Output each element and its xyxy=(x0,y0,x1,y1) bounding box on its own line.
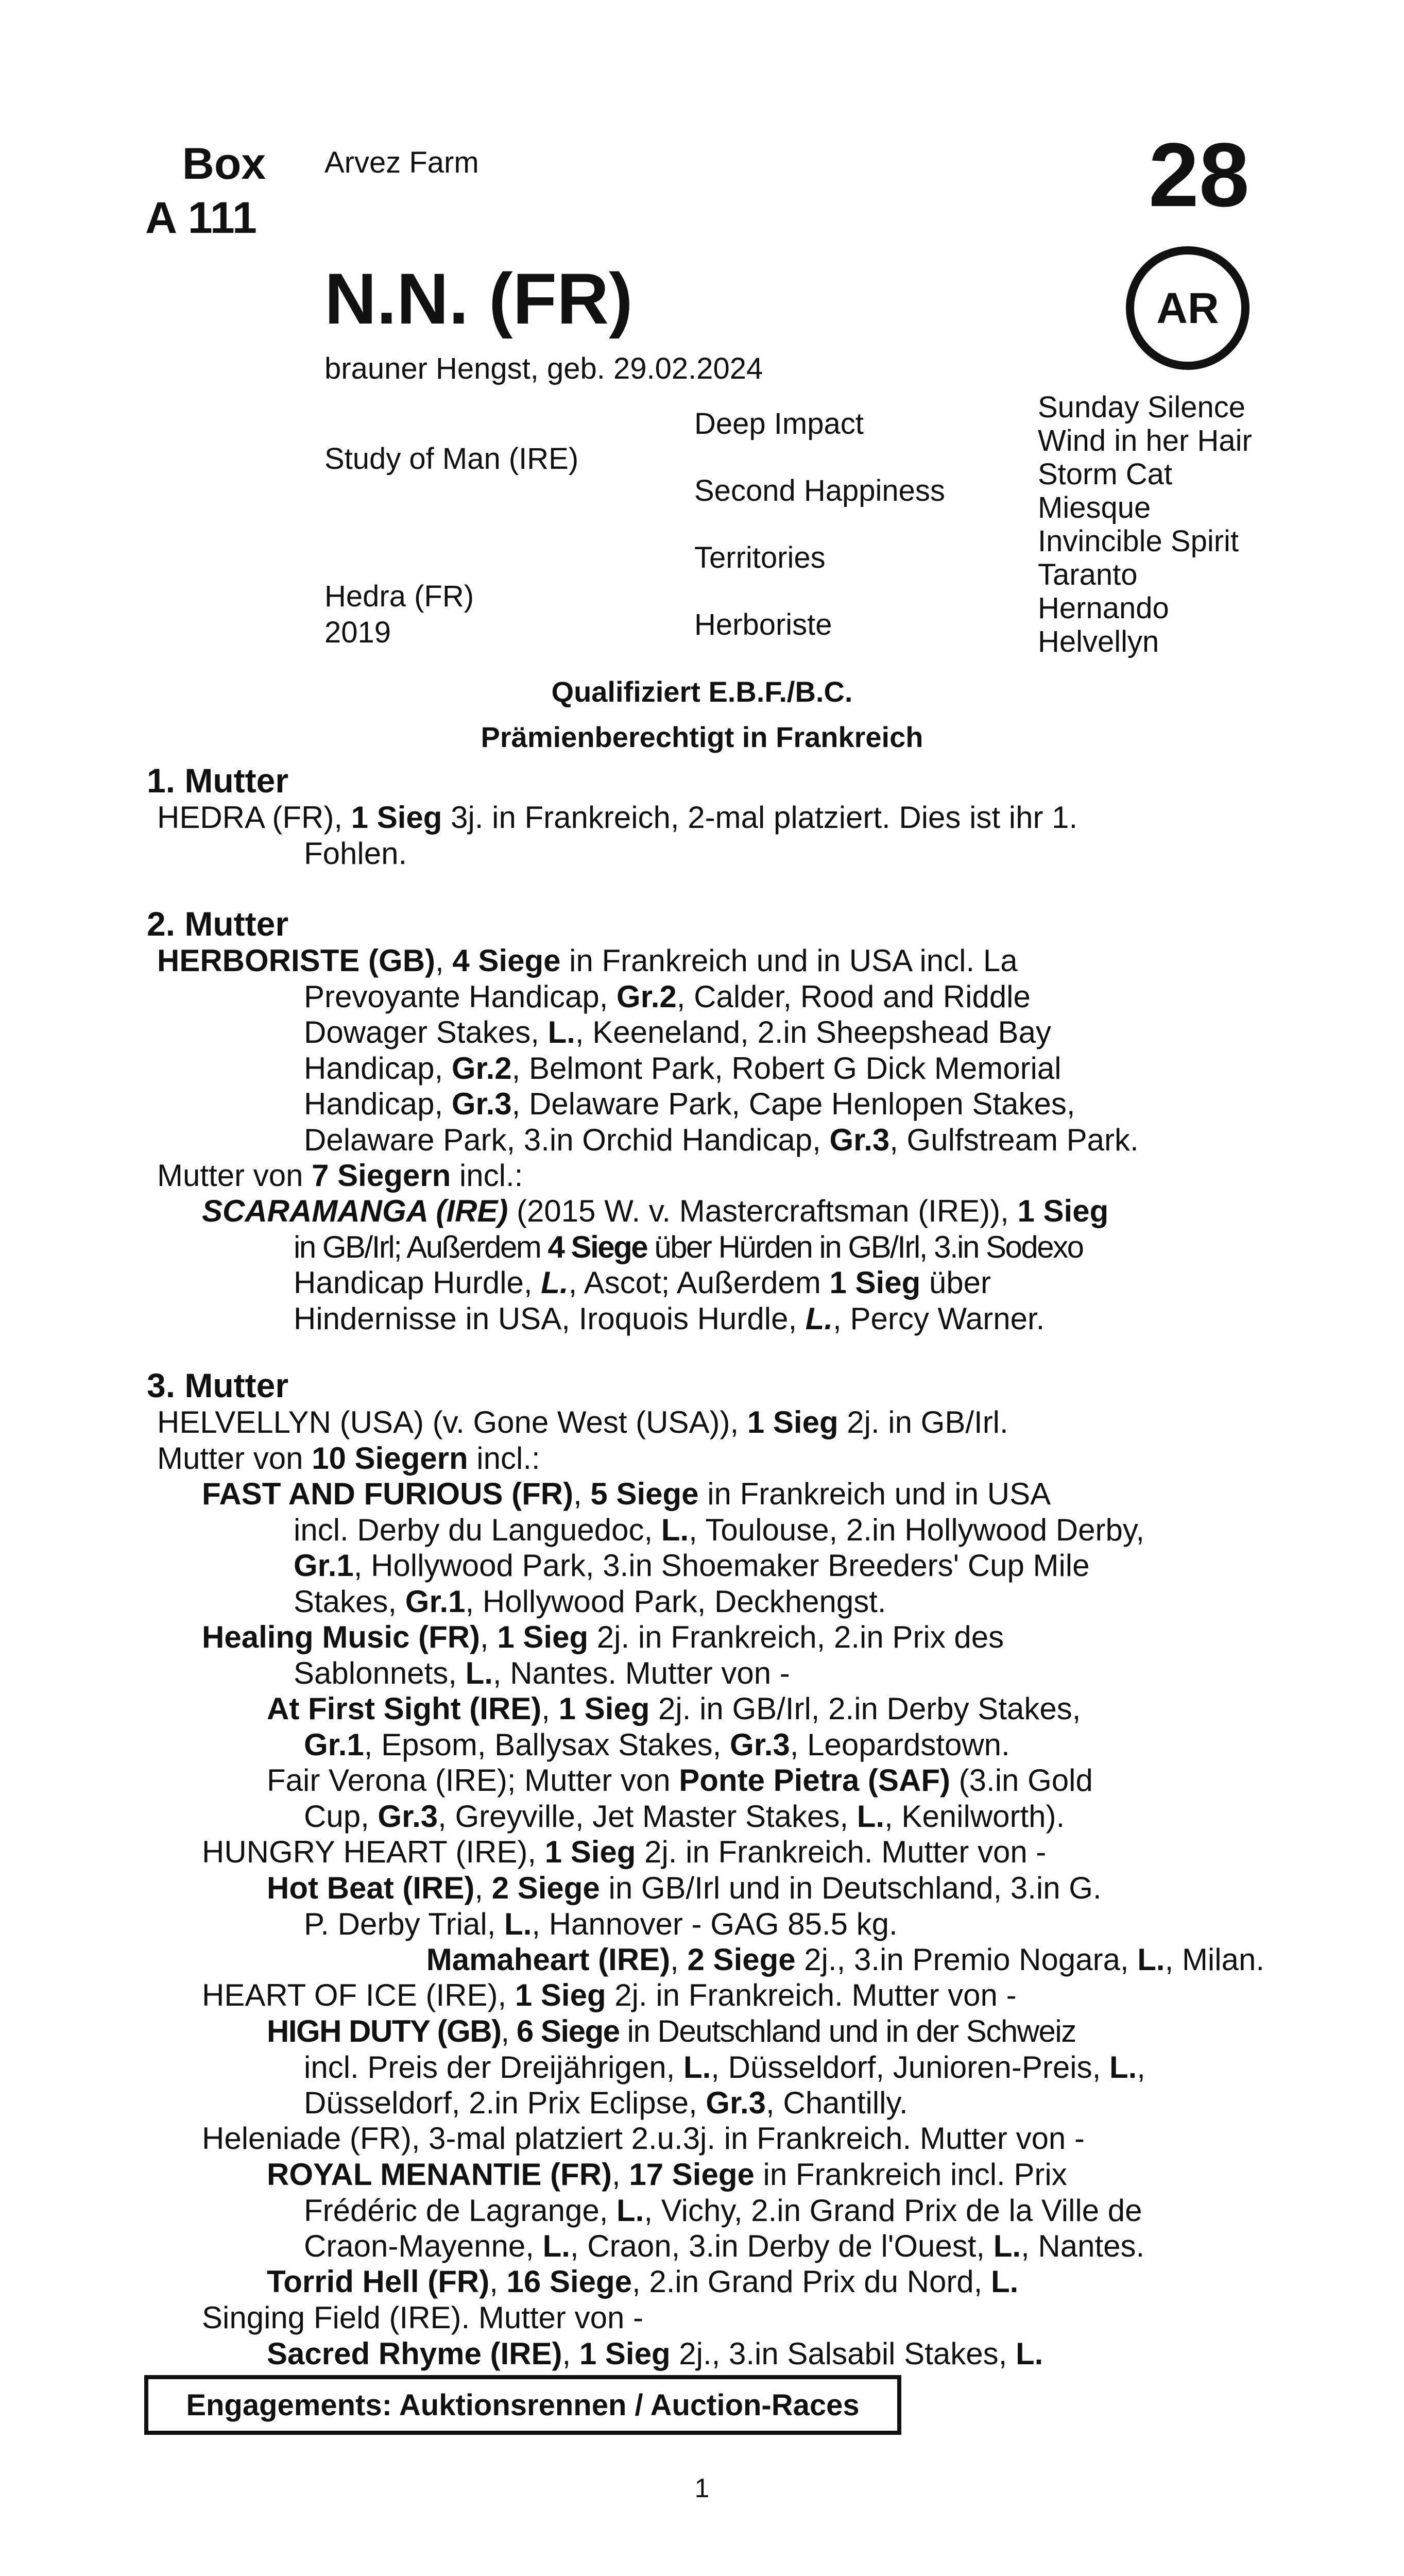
pedigree-great-grandparent: Sunday Silence xyxy=(1038,391,1246,424)
pedigree-dam-year: 2019 xyxy=(324,616,391,649)
qualification-line: Qualifiziert E.B.F./B.C. xyxy=(551,675,853,708)
page-number: 1 xyxy=(694,2473,710,2503)
pedigree-grandparent: Territories xyxy=(694,541,826,574)
mutter-3-child-healing-music: Healing Music (FR), 1 Sieg 2j. in Frankreich, 2.in Prix des Sablonnets, L., Nantes. Mutter von - xyxy=(202,1620,1004,1690)
grandchild-sacred-rhyme: Sacred Rhyme (IRE), 1 Sieg 2j., 3.in Salsabil Stakes, L. xyxy=(267,2336,1043,2371)
section-title-mutter-2: 2. Mutter xyxy=(147,905,289,943)
pedigree-great-grandparent: Miesque xyxy=(1038,491,1151,524)
mutter-2-paragraph: HERBORISTE (GB), 4 Siege in Frankreich und in USA incl. La Prevoyante Handicap, Gr.2, Calder, Rood and Riddle Dowager Stakes, L., Keeneland, 2.in Sheepshead Bay Handicap, Gr.2, Belmont Park, Robert G Dick Memorial Handicap, Gr.3, Delaware Park, Cape Henlopen Stakes, Delaware Park, 3.in Orchid Handicap, Gr.3, Gulfstream Park. xyxy=(157,943,1139,1157)
horse-name: N.N. (FR) xyxy=(324,258,633,339)
grandchild-high-duty: HIGH DUTY (GB), 6 Siege in Deutschland und in der Schweiz incl. Preis der Dreijährigen, L., Düsseldorf, Junioren-Preis, L., Düsseldorf, 2.in Prix Eclipse, Gr.3, Chantilly. xyxy=(267,2014,1145,2120)
mutter-3-child-hungry-heart: HUNGRY HEART (IRE), 1 Sieg 2j. in Frankreich. Mutter von - xyxy=(202,1835,1047,1869)
mutter-2-child-scaramanga: SCARAMANGA (IRE) (2015 W. v. Mastercraftsman (IRE)), 1 Sieg in GB/Irl; Außerdem 4 Siege über Hürden in GB/Irl, 3.in Sodexo Handicap Hurdle, L., Ascot; Außerdem 1 Sieg über Hindernisse in USA, Iroquois Hurdle, L., Percy Warner. xyxy=(202,1194,1109,1336)
grandchild-fair-verona: Fair Verona (IRE); Mutter von Ponte Pietra (SAF) (3.in Gold Cup, Gr.3, Greyville, Jet Master Stakes, L., Kenilworth). xyxy=(267,1763,1093,1834)
mutter-2-offspring-line: Mutter von 7 Siegern incl.: xyxy=(157,1158,523,1193)
box-label: Box xyxy=(182,139,266,189)
box-number: A 111 xyxy=(145,193,257,243)
engagement-box: Engagements: Auktionsrennen / Auction-Races xyxy=(144,2375,901,2435)
pedigree-grandparent: Deep Impact xyxy=(694,407,864,440)
pedigree-dam: Hedra (FR) xyxy=(324,580,474,613)
grandchild-at-first-sight: At First Sight (IRE), 1 Sieg 2j. in GB/Irl, 2.in Derby Stakes, Gr.1, Epsom, Ballysax Stakes, Gr.3, Leopardstown. xyxy=(267,1691,1081,1762)
grandchild-hot-beat: Hot Beat (IRE), 2 Siege in GB/Irl und in Deutschland, 3.in G. P. Derby Trial, L., Hannover - GAG 85.5 kg. xyxy=(267,1871,1102,1941)
pedigree-grandparent: Second Happiness xyxy=(694,474,945,507)
pedigree-grandparent: Herboriste xyxy=(694,608,832,641)
grandchild-mamaheart: Mamaheart (IRE), 2 Siege 2j., 3.in Premio Nogara, L., Milan. xyxy=(426,1942,1264,1977)
section-title-mutter-3: 3. Mutter xyxy=(147,1366,289,1404)
pedigree-sire: Study of Man (IRE) xyxy=(324,442,579,476)
mutter-3-child-heleniade: Heleniade (FR), 3-mal platziert 2.u.3j. in Frankreich. Mutter von - xyxy=(202,2121,1085,2156)
pedigree-great-grandparent: Helvellyn xyxy=(1038,625,1159,658)
grandchild-torrid-hell: Torrid Hell (FR), 16 Siege, 2.in Grand Prix du Nord, L. xyxy=(267,2264,1019,2299)
pedigree-great-grandparent: Storm Cat xyxy=(1038,457,1173,491)
consignor: Arvez Farm xyxy=(324,146,479,179)
grandchild-royal-menantie: ROYAL MENANTIE (FR), 17 Siege in Frankreich incl. Prix Frédéric de Lagrange, L., Vichy, 2.in Grand Prix de la Ville de Craon-Mayenne, L., Craon, 3.in Derby de l'Ouest, L., Nantes. xyxy=(267,2157,1145,2263)
section-title-mutter-1: 1. Mutter xyxy=(147,761,289,800)
qualification-line: Prämienberechtigt in Frankreich xyxy=(481,721,923,753)
mutter-3-paragraph: HELVELLYN (USA) (v. Gone West (USA)), 1 Sieg 2j. in GB/Irl. Mutter von 10 Siegern incl.: xyxy=(157,1405,1008,1476)
pedigree-great-grandparent: Wind in her Hair xyxy=(1038,424,1252,457)
pedigree-great-grandparent: Taranto xyxy=(1038,558,1138,591)
pedigree-great-grandparent: Hernando xyxy=(1038,591,1169,625)
pedigree-great-grandparent: Invincible Spirit xyxy=(1038,524,1239,558)
ar-badge: AR xyxy=(1126,246,1249,370)
mutter-3-child-heart-of-ice: HEART OF ICE (IRE), 1 Sieg 2j. in Frankreich. Mutter von - xyxy=(202,1978,1017,2012)
mutter-3-child-singing-field: Singing Field (IRE). Mutter von - xyxy=(202,2300,643,2335)
horse-description: brauner Hengst, geb. 29.02.2024 xyxy=(324,352,763,385)
lot-number: 28 xyxy=(1149,125,1249,226)
mutter-1-paragraph: HEDRA (FR), 1 Sieg 3j. in Frankreich, 2-mal platziert. Dies ist ihr 1. Fohlen. xyxy=(157,800,1078,871)
mutter-3-child-fast-and-furious: FAST AND FURIOUS (FR), 5 Siege in Frankreich und in USA incl. Derby du Languedoc, L., Toulouse, 2.in Hollywood Derby, Gr.1, Hollywood Park, 3.in Shoemaker Breeders' Cup Mile Stakes, Gr.1, Hollywood Park, Deckhengst. xyxy=(202,1477,1145,1619)
